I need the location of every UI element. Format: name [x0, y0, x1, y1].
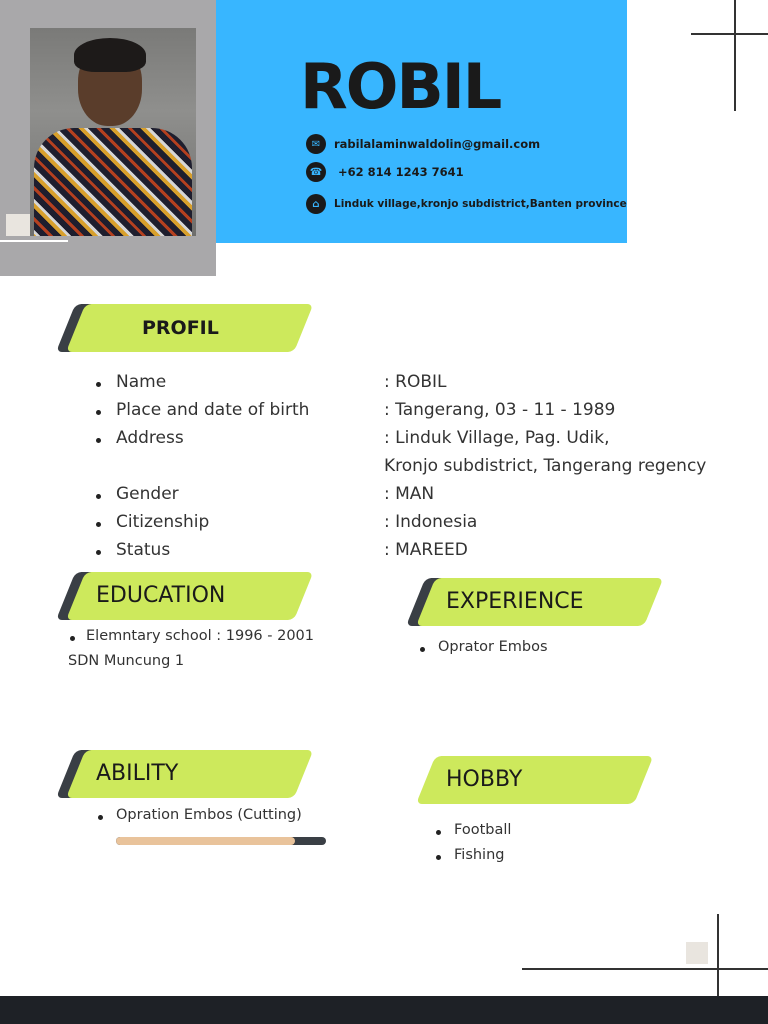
list-item — [98, 807, 302, 832]
header-panel — [216, 0, 627, 243]
skill-level-bar — [116, 837, 326, 845]
decor-line — [0, 240, 68, 242]
contact-email — [306, 134, 540, 154]
row-value: : MAREED — [384, 540, 468, 560]
row-value-line2: Kronjo subdistrict, Tangerang regency — [384, 456, 707, 476]
address-text: Linduk village,kronjo subdistrict,Banten province — [334, 198, 627, 210]
hobby-title: HOBBY — [446, 767, 523, 792]
row-label: Status — [116, 540, 171, 560]
phone-text: +62 814 1243 7641 — [338, 165, 464, 179]
decor-square-bottom — [686, 942, 708, 964]
profile-table — [96, 372, 736, 568]
row-label: Address — [116, 428, 184, 448]
email-text: rabilalaminwaldolin@gmail.com — [334, 137, 541, 151]
list-item — [436, 847, 511, 872]
education-school: SDN Muncung 1 — [68, 653, 185, 669]
decor-cross-horizontal — [691, 33, 768, 35]
list-item — [68, 628, 314, 653]
list-item — [420, 639, 548, 664]
profile-title: PROFIL — [142, 317, 219, 339]
hobby-item-text: Fishing — [454, 847, 505, 863]
row-value: : MAN — [384, 484, 435, 504]
education-item-text: Elemntary school : 1996 - 2001 — [86, 628, 314, 644]
experience-banner — [406, 578, 644, 626]
list-item — [436, 822, 511, 847]
contact-address — [306, 194, 627, 214]
profile-row-address — [96, 428, 736, 484]
decor-line-bottom-horizontal — [522, 968, 768, 970]
row-label: Place and date of birth — [116, 400, 310, 420]
photo-hair — [74, 38, 146, 72]
photo-frame — [0, 0, 216, 276]
skill-level-fill — [116, 837, 295, 845]
row-value: : Indonesia — [384, 512, 478, 532]
education-list — [68, 628, 314, 653]
profile-row-gender — [96, 484, 736, 512]
profile-row-name — [96, 372, 736, 400]
ability-list — [98, 807, 302, 832]
row-label: Gender — [116, 484, 179, 504]
row-value: : Linduk Village, Pag. Udik, — [384, 428, 610, 448]
decor-cross-vertical — [734, 0, 736, 111]
profile-row-birth — [96, 400, 736, 428]
profile-row-status — [96, 540, 736, 568]
hobby-item-text: Football — [454, 822, 512, 838]
photo-shirt — [34, 128, 192, 236]
profile-row-citizenship — [96, 512, 736, 540]
hobby-banner — [406, 756, 634, 804]
education-title: EDUCATION — [96, 583, 226, 608]
hobby-list — [436, 822, 511, 872]
contact-phone — [306, 162, 464, 182]
row-value: : Tangerang, 03 - 11 - 1989 — [384, 400, 616, 420]
experience-title: EXPERIENCE — [446, 589, 584, 614]
experience-item-text: Oprator Embos — [438, 639, 548, 655]
mail-icon: ✉ — [306, 134, 326, 154]
profile-photo — [30, 28, 196, 236]
home-icon: ⌂ — [306, 194, 326, 214]
decor-square — [6, 214, 30, 236]
row-value: : ROBIL — [384, 372, 447, 392]
phone-icon: ☎ — [306, 162, 326, 182]
row-label: Name — [116, 372, 167, 392]
profile-banner — [56, 304, 294, 352]
row-label: Citizenship — [116, 512, 210, 532]
ability-item-text: Opration Embos (Cutting) — [116, 807, 302, 823]
ability-title: ABILITY — [96, 761, 179, 786]
education-banner — [56, 572, 294, 620]
ability-banner — [56, 750, 294, 798]
footer-bar — [0, 996, 768, 1024]
experience-list — [420, 639, 548, 664]
name-title: ROBIL — [300, 50, 501, 123]
